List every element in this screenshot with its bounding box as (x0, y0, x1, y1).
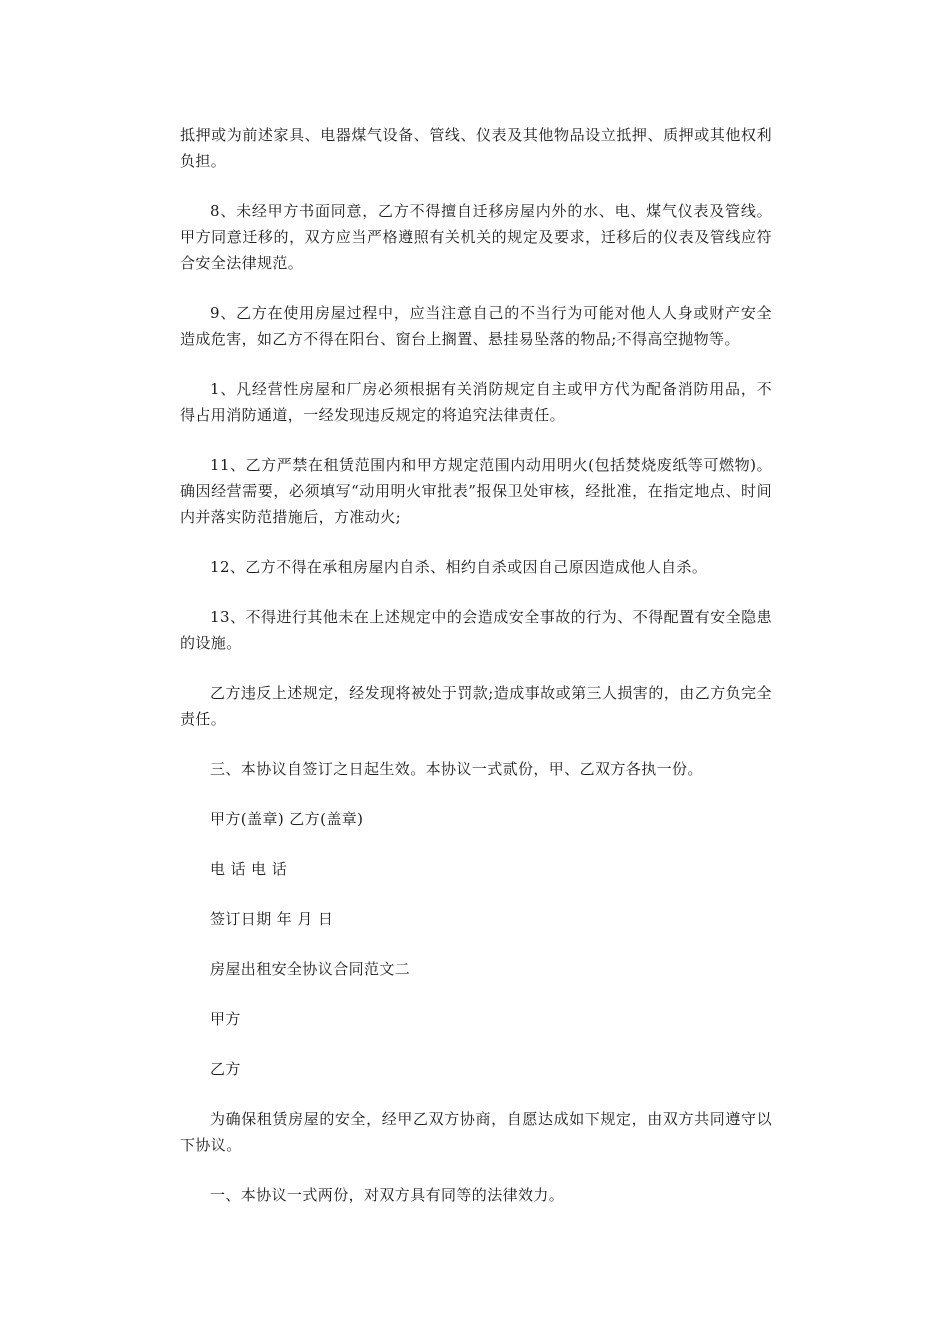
party-b-line: 乙方 (210, 1060, 241, 1078)
paragraph-continuation: 抵押或为前述家具、电器煤气设备、管线、仪表及其他物品设立抵押、质押或其他权利负担。 (180, 126, 772, 170)
section-title: 房屋出租安全协议合同范文二 (210, 960, 411, 978)
paragraph-clause-8: 8、未经甲方书面同意，乙方不得擅自迁移房屋内外的水、电、煤气仪表及管线。甲方同意迁移的，双方应当严格遵照有关机关的规定及要求，迁移后的仪表及管线应符合安全法律规范。 (180, 202, 772, 272)
paragraph-clause-11: 11、乙方严禁在租赁范围内和甲方规定范围内动用明火(包括焚烧废纸等可燃物)。确因经营需要，必须填写“动用明火审批表”报保卫处审核，经批准，在指定地点、时间内并落实防范措施后，方准动火; (180, 456, 772, 526)
paragraph-article-1: 一、本协议一式两份，对双方具有同等的法律效力。 (210, 1186, 565, 1204)
signature-seal-line: 甲方(盖章) 乙方(盖章) (210, 810, 364, 828)
paragraph-clause-1: 1、凡经营性房屋和厂房必须根据有关消防规定自主或甲方代为配备消防用品，不得占用消防通道，一经发现违反规定的将追究法律责任。 (180, 380, 772, 424)
phone-line: 电 话 电 话 (210, 860, 288, 878)
paragraph-clause-12: 12、乙方不得在承租房屋内自杀、相约自杀或因自己原因造成他人自杀。 (210, 558, 708, 576)
paragraph-penalty: 乙方违反上述规定，经发现将被处于罚款;造成事故或第三人损害的，由乙方负完全责任。 (180, 684, 772, 728)
sign-date-line: 签订日期 年 月 日 (210, 910, 334, 928)
paragraph-effective: 三、本协议自签订之日起生效。本协议一式贰份，甲、乙双方各执一份。 (210, 760, 703, 778)
document-body (180, 122, 772, 1232)
paragraph-preamble: 为确保租赁房屋的安全，经甲乙双方协商，自愿达成如下规定，由双方共同遵守以下协议。 (180, 1110, 772, 1154)
paragraph-clause-9: 9、乙方在使用房屋过程中，应当注意自己的不当行为可能对他人人身或财产安全造成危害，如乙方不得在阳台、窗台上搁置、悬挂易坠落的物品;不得高空抛物等。 (180, 304, 772, 348)
party-a-line: 甲方 (210, 1010, 241, 1028)
paragraph-clause-13: 13、不得进行其他未在上述规定中的会造成安全事故的行为、不得配置有安全隐患的设施。 (180, 608, 772, 652)
